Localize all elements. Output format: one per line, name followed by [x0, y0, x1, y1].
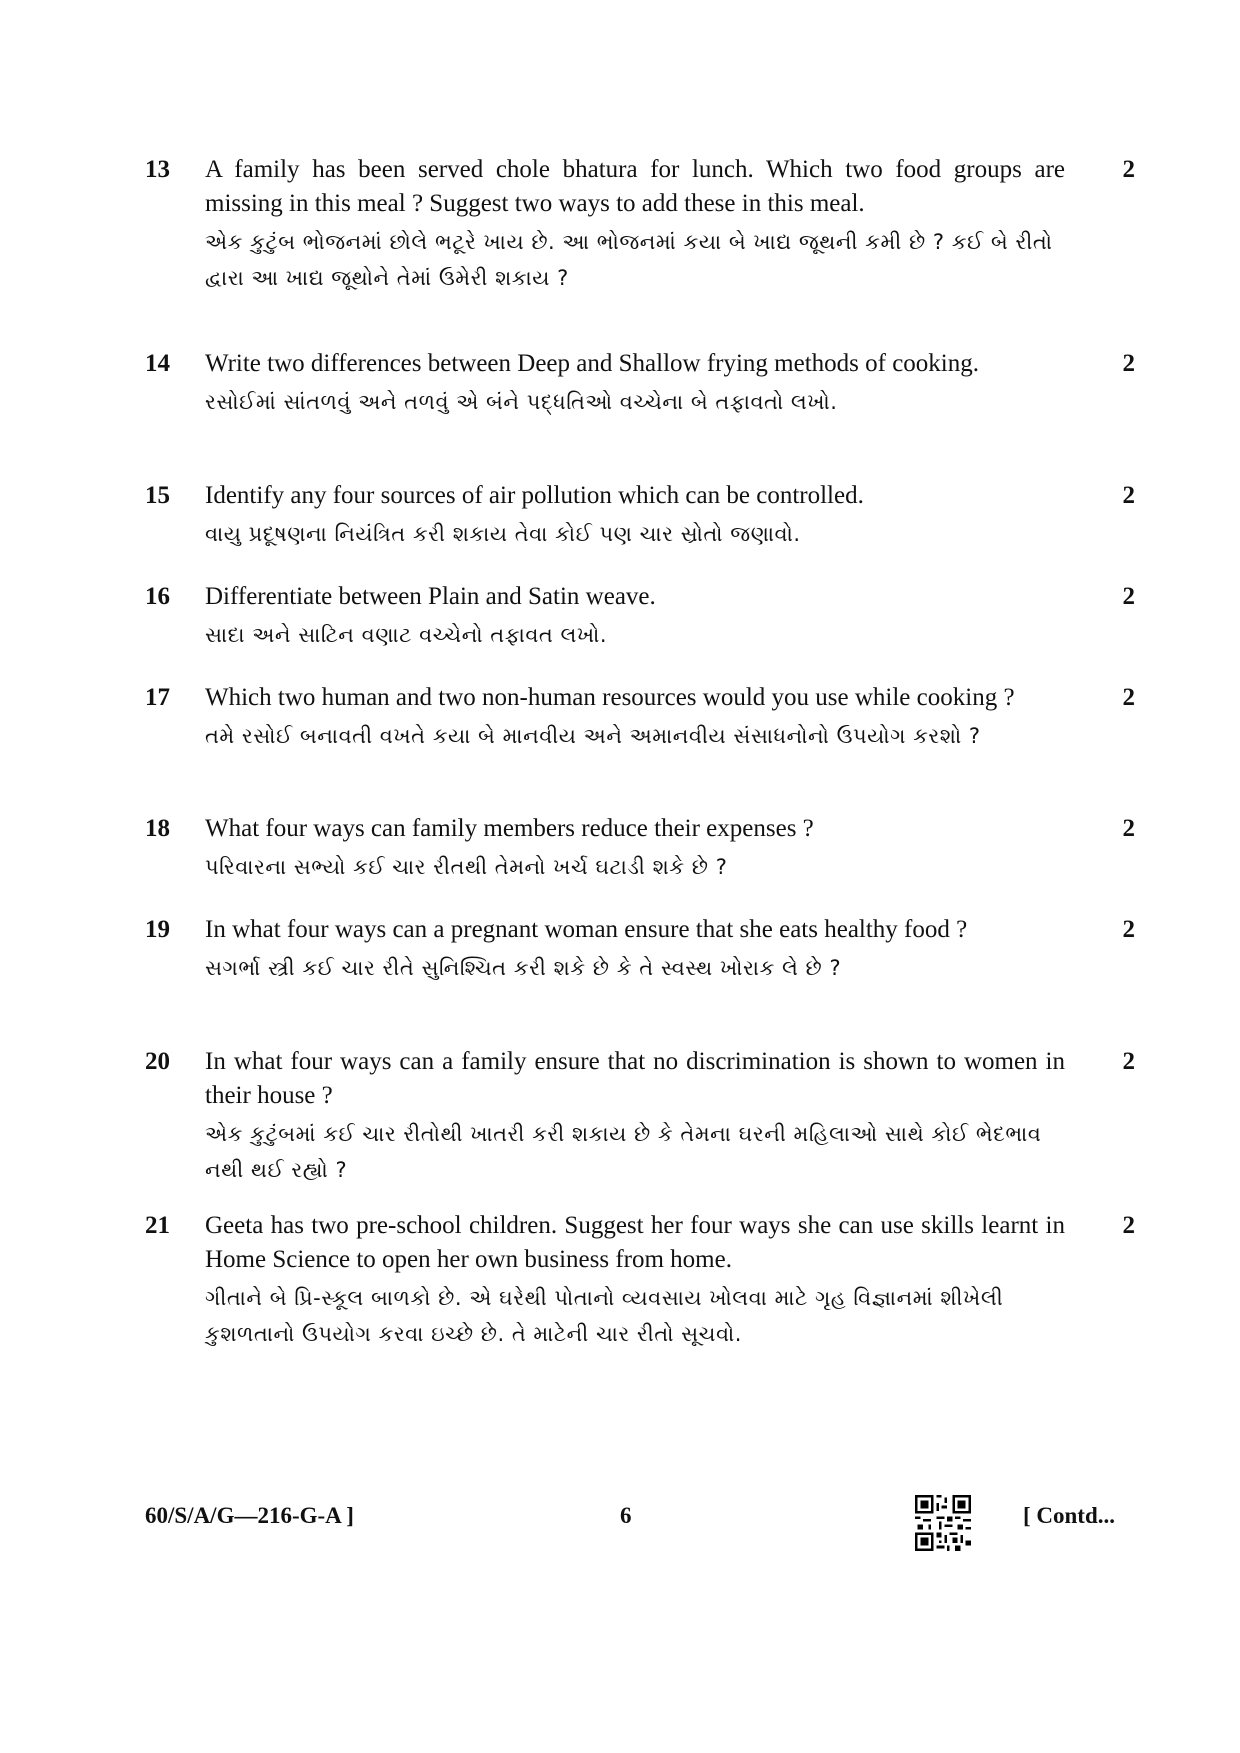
question-marks: 2	[1122, 684, 1135, 711]
question-text-english: Identify any four sources of air pollution which can be controlled.	[205, 482, 864, 509]
question-body	[205, 812, 1065, 885]
question-number: 15	[145, 482, 170, 509]
question-marks: 2	[1122, 583, 1135, 610]
question-body	[205, 347, 1065, 420]
question-text-gujarati: એક કુટુંબ ભોજનમાં છોલે ભટૂરે ખાય છે. આ ભોજનમાં કયા બે ખાદ્ય જૂથની કમી છે ? કઈ બે રીતો દ્વારા આ ખાદ્ય જૂથોને તેમાં ઉમેરી શકાય ?	[205, 230, 1053, 290]
question-text-english: Which two human and two non-human resources would you use while cooking ?	[205, 684, 1015, 711]
question-text-english: A family has been served chole bhatura for lunch. Which two food groups are missing in this meal ? Suggest two ways to add these in this meal.	[205, 156, 1065, 217]
question-text-gujarati: વાયુ પ્રદૂષણના નિયંત્રિત કરી શકાય તેવા કોઈ પણ ચાર સ્રોતો જણાવો.	[205, 522, 801, 546]
question-marks: 2	[1122, 1212, 1135, 1239]
question-number: 16	[145, 583, 170, 610]
question-text-gujarati: પરિવારના સભ્યો કઈ ચાર રીતથી તેમનો ખર્ચ ઘટાડી શકે છે ?	[205, 855, 728, 879]
question-marks: 2	[1122, 156, 1135, 183]
question-marks: 2	[1122, 1048, 1135, 1075]
question-text-english: Differentiate between Plain and Satin weave.	[205, 583, 656, 610]
question-text-english: Write two differences between Deep and Shallow frying methods of cooking.	[205, 350, 979, 377]
question-text-english: In what four ways can a pregnant woman ensure that she eats healthy food ?	[205, 916, 968, 943]
question-text-gujarati: ગીતાને બે પ્રિ-સ્કૂલ બાળકો છે. એ ઘરેથી પોતાનો વ્યવસાય ખોલવા માટે ગૃહ વિજ્ઞાનમાં શીખેલી કુશળતાનો ઉપયોગ કરવા ઇચ્છે છે. તે માટેની ચાર રીતો સૂચવો.	[205, 1286, 1004, 1346]
qr-code-icon	[915, 1495, 971, 1551]
question-text-gujarati: સગર્ભા સ્ત્રી કઈ ચાર રીતે સુનિશ્ચિત કરી શકે છે કે તે સ્વસ્થ ખોરાક લે છે ?	[205, 956, 842, 980]
question-body	[205, 681, 1065, 754]
question-text-gujarati: સાદા અને સાટિન વણાટ વચ્ચેનો તફાવત લખો.	[205, 623, 608, 647]
question-number: 21	[145, 1212, 170, 1239]
question-text-english: In what four ways can a family ensure that no discrimination is shown to women in their house ?	[205, 1048, 1065, 1109]
question-marks: 2	[1122, 350, 1135, 377]
question-body	[205, 479, 1065, 552]
question-body	[205, 1045, 1065, 1188]
page-footer	[145, 1495, 1135, 1555]
question-marks: 2	[1122, 916, 1135, 943]
question-number: 19	[145, 916, 170, 943]
question-marks: 2	[1122, 482, 1135, 509]
continued-label: [ Contd...	[1022, 1503, 1115, 1528]
page-number: 6	[620, 1503, 632, 1528]
question-text-gujarati: તમે રસોઈ બનાવતી વખતે કયા બે માનવીય અને અમાનવીય સંસાધનોનો ઉપયોગ કરશો ?	[205, 724, 981, 748]
question-number: 18	[145, 815, 170, 842]
question-text-gujarati: એક કુટુંબમાં કઈ ચાર રીતોથી ખાતરી કરી શકાય છે કે તેમના ઘરની મહિલાઓ સાથે કોઈ ભેદભાવ નથી થઈ રહ્યો ?	[205, 1122, 1042, 1182]
question-number: 14	[145, 350, 170, 377]
question-body	[205, 913, 1065, 986]
question-body	[205, 1209, 1065, 1352]
question-number: 13	[145, 156, 170, 183]
question-number: 17	[145, 684, 170, 711]
question-marks: 2	[1122, 815, 1135, 842]
question-text-english: What four ways can family members reduce their expenses ?	[205, 815, 814, 842]
question-body	[205, 580, 1065, 653]
paper-code: 60/S/A/G—216-G-A ]	[145, 1503, 354, 1528]
question-body	[205, 153, 1065, 296]
question-text-english: Geeta has two pre-school children. Suggest her four ways she can use skills learnt in Home Science to open her own business from home.	[205, 1212, 1065, 1273]
question-number: 20	[145, 1048, 170, 1075]
question-text-gujarati: રસોઈમાં સાંતળવું અને તળવું એ બંને પદ્ધતિઓ વચ્ચેના બે તફાવતો લખો.	[205, 390, 838, 414]
